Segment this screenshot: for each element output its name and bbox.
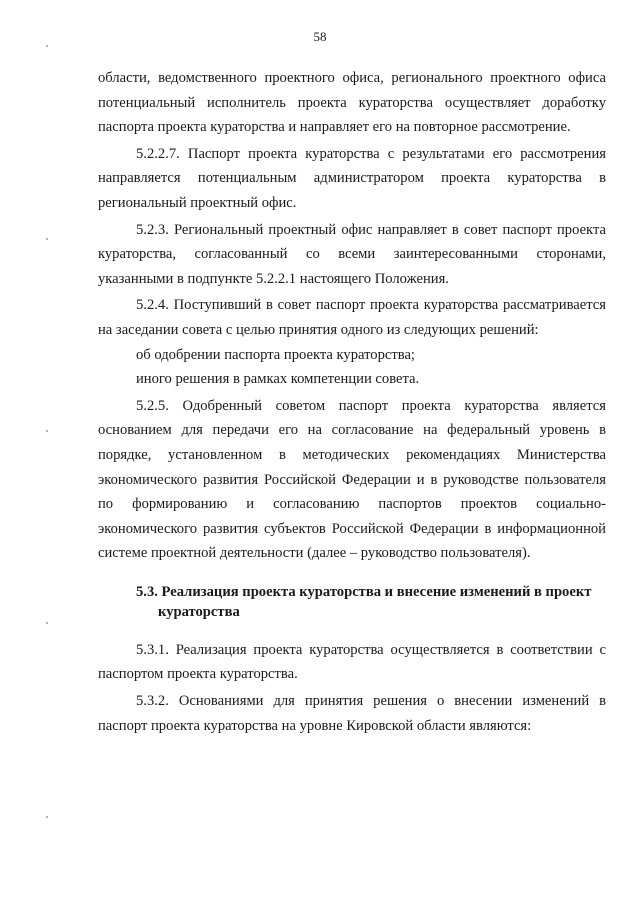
margin-mark (46, 45, 48, 47)
section-heading-5-3 (98, 582, 606, 622)
section-heading-line2: кураторства (158, 603, 240, 620)
paragraph-5-3-2: 5.3.2. Основаниями для принятия решения о внесении изменений в паспорт проекта кураторства на уровне Кировской области являются: (98, 693, 606, 734)
paragraph-5-2-5: 5.2.5. Одобренный советом паспорт проекта кураторства является основанием для передачи его на согласование на федеральный уровень в порядке, установленном в методических рекомендациях Министерства экономического развития Российской Федерации и в руководстве пользователя по формированию и согласованию паспортов проектов социально-экономического развития субъектов Российской Федерации в информационной системе проектной деятельности (далее – руководство пользователя). (98, 397, 606, 562)
margin-mark (46, 622, 48, 624)
margin-mark (46, 816, 48, 818)
list-item-approval: об одобрении паспорта проекта кураторства; (136, 346, 415, 363)
list-item-other-decision: иного решения в рамках компетенции совета. (136, 371, 420, 388)
paragraph-continuation: области, ведомственного проектного офиса, регионального проектного офиса потенциальный исполнитель проекта кураторства осуществляет доработку паспорта проекта кураторства и направляет его на повторное рассмотрение. (98, 70, 606, 136)
document-body (98, 66, 606, 738)
paragraph-5-2-3: 5.2.3. Региональный проектный офис направляет в совет паспорт проекта кураторства, согласованный со всеми заинтересованными сторонами, указанными в подпункте 5.2.2.1 настоящего Положения. (98, 221, 606, 287)
section-heading-line1: 5.3. Реализация проекта кураторства и внесение изменений в проект (136, 583, 592, 600)
page-number: 58 (313, 29, 327, 44)
margin-mark (46, 430, 48, 432)
paragraph-5-2-2-7: 5.2.2.7. Паспорт проекта кураторства с результатами его рассмотрения направляется потенциальным администратором проекта кураторства в региональный проектный офис. (98, 145, 606, 211)
paragraph-5-3-1: 5.3.1. Реализация проекта кураторства осуществляется в соответствии с паспортом проекта кураторства. (98, 641, 606, 683)
paragraph-5-2-4: 5.2.4. Поступивший в совет паспорт проекта кураторства рассматривается на заседании совета с целью принятия одного из следующих решений: (98, 297, 606, 338)
margin-mark (46, 238, 48, 240)
